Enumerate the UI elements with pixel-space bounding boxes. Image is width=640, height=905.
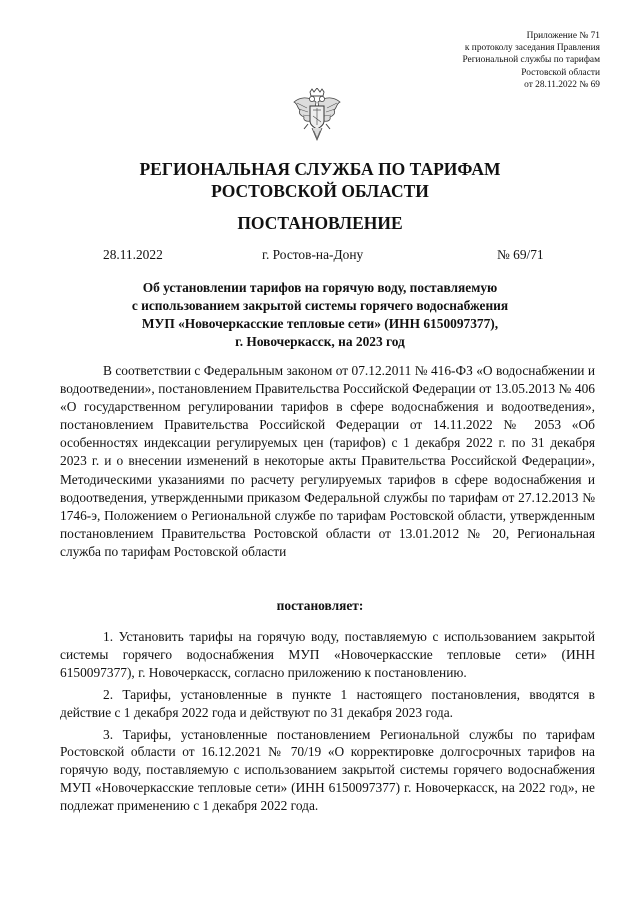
appendix-line: от 28.11.2022 № 69 — [524, 79, 600, 90]
appendix-line: к протоколу заседания Правления — [464, 43, 600, 54]
appendix-block — [370, 30, 600, 91]
appendix-line: Ростовской области — [521, 67, 600, 78]
subject-line: с использованием закрытой системы горячего водоснабжения — [131, 298, 509, 313]
document-number: № 69/71 — [497, 247, 544, 262]
preamble-paragraph: В соответствии с Федеральным законом от 07.12.2011 № 416-ФЗ «О водоснабжении и водоотведении», постановлением Правительства Российской Федерации от 13.05.2013 № 406 «О государственном регулировании тарифов в сфере водоснабжения и водоотведения», постановлением Правительства Российской Федерации от 14.11.2022 № 2053 «Об особенностях индексации регулируемых цен (тарифов) с 1 декабря 2022 г. по 31 декабря 2023 г. и о внесении изменений в некоторые акты Правительства Российской Федерации», Методическими указаниями по расчету регулируемых тарифов в сфере водоснабжения и водоотведения, утвержденными приказом Федеральной службы по тарифам от 27.12.2013 № 1746-э, Положением о Региональной службе по тарифам Ростовской области, утвержденным постановлением Правительства Ростовской области от 13.01.2012 № 20, Региональная служба по тарифам Ростовской области — [60, 363, 595, 559]
coat-of-arms-emblem — [292, 88, 342, 144]
document-date: 28.11.2022 — [103, 247, 163, 262]
appendix-line: Региональной службы по тарифам — [462, 55, 600, 66]
document-subject — [80, 279, 560, 351]
organization-title-line: РЕГИОНАЛЬНАЯ СЛУЖБА ПО ТАРИФАМ — [139, 159, 501, 179]
subject-line: Об установлении тарифов на горячую воду, поставляемую — [142, 280, 498, 295]
decree-items — [60, 628, 595, 819]
decree-word: постановляет: — [276, 598, 364, 613]
document-city: г. Ростов-на-Дону — [262, 247, 364, 262]
decree-item: 1. Установить тарифы на горячую воду, поставляемую с использованием закрытой системы горячего водоснабжения МУП «Новочеркасские тепловые сети» (ИНН 6150097377), г. Новочеркасск, согласно приложению к постановлению. — [60, 629, 595, 680]
subject-line: г. Новочеркасск, на 2023 год — [235, 334, 405, 349]
organization-title — [0, 158, 640, 202]
document-type: ПОСТАНОВЛЕНИЕ — [237, 213, 403, 233]
organization-title-line: РОСТОВСКОЙ ОБЛАСТИ — [211, 181, 429, 201]
decree-item: 2. Тарифы, установленные в пункте 1 настоящего постановления, вводятся в действие с 1 декабря 2022 года и действуют по 31 декабря 2023 года. — [60, 686, 595, 720]
subject-line: МУП «Новочеркасские тепловые сети» (ИНН 6150097377), — [141, 316, 499, 331]
appendix-line: Приложение № 71 — [526, 31, 600, 41]
decree-item: 3. Тарифы, установленные постановлением Региональной службы по тарифам Ростовской области от 16.12.2021 № 70/19 «О корректировке долгосрочных тарифов на горячую воду, поставляемую с использованием закрытой системы горячего водоснабжения МУП «Новочеркасские тепловые сети» (ИНН 6150097377) г. Новочеркасск, на 2022 год», не подлежат применению с 1 декабря 2022 года. — [60, 726, 595, 814]
